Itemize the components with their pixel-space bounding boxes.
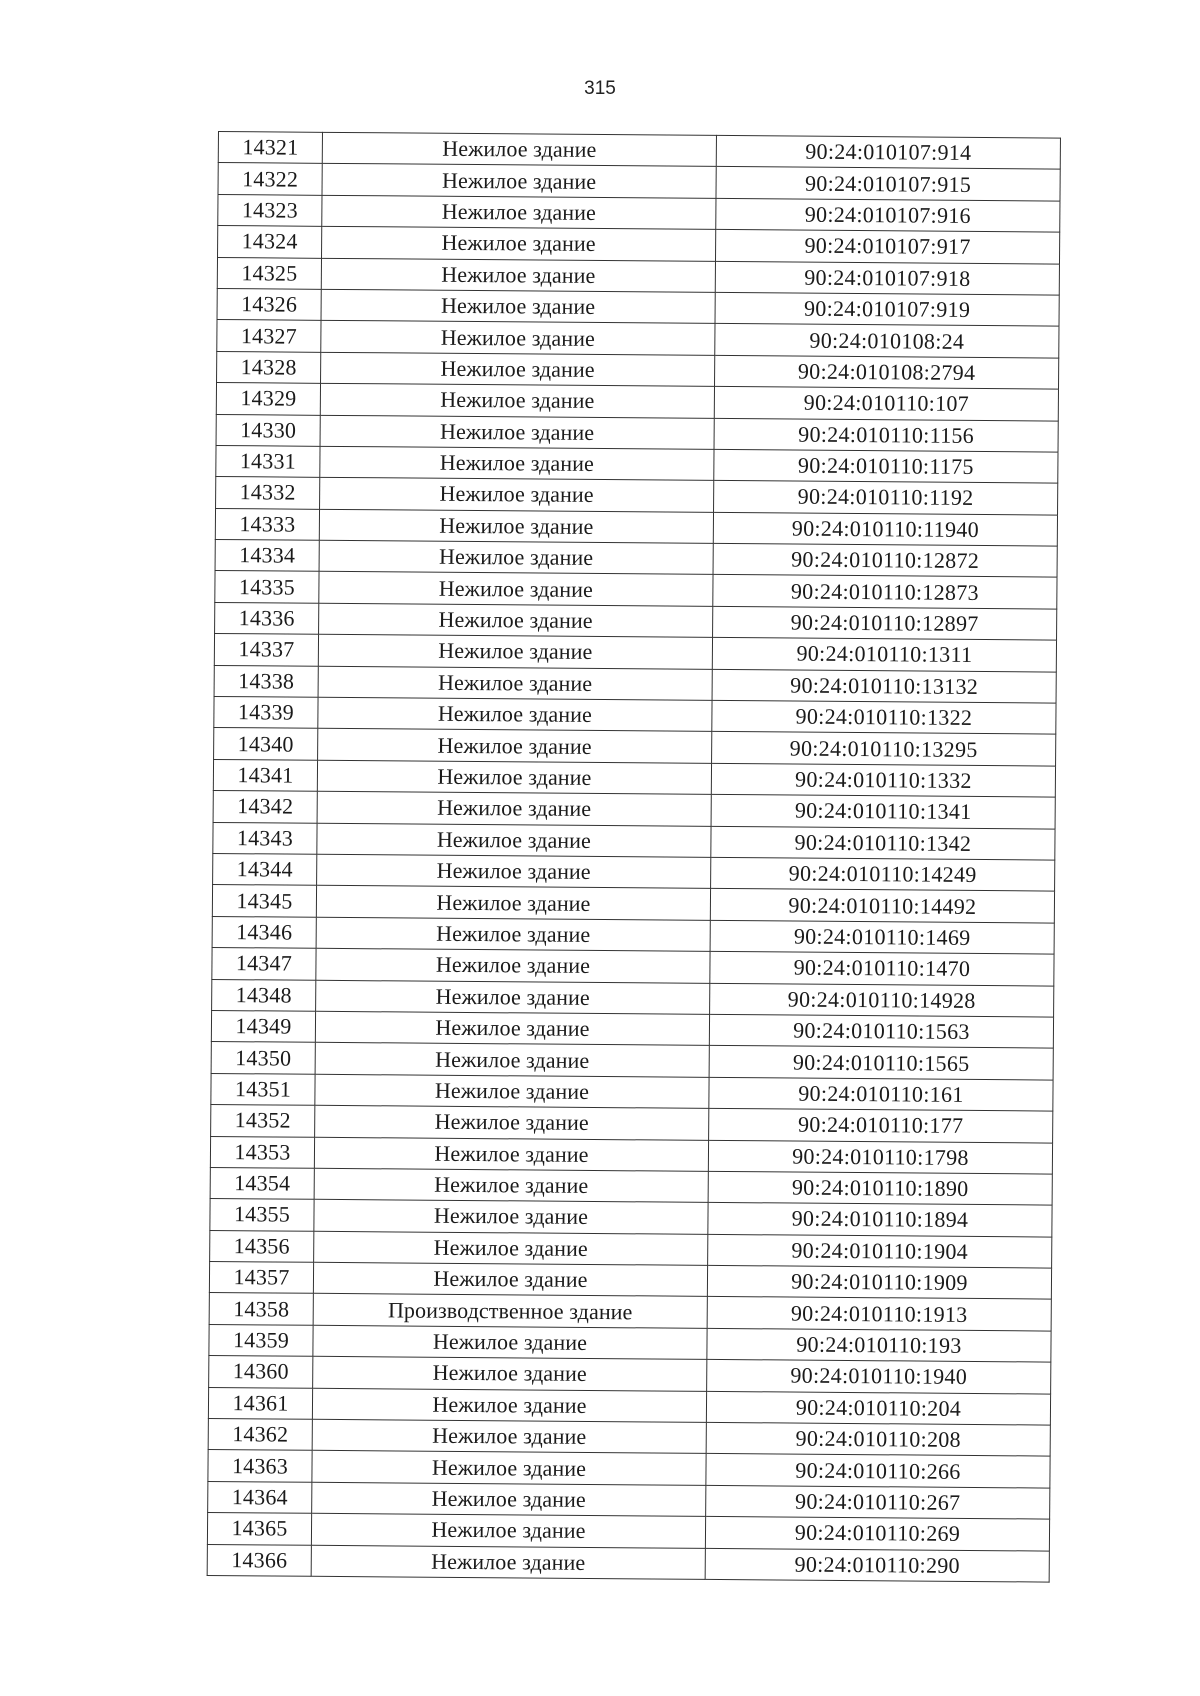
row-number-cell: 14354 bbox=[210, 1167, 314, 1199]
cadastral-number-cell: 90:24:010110:193 bbox=[707, 1328, 1051, 1362]
object-type-cell: Нежилое здание bbox=[319, 540, 713, 574]
cadastral-number-cell: 90:24:010110:1192 bbox=[714, 481, 1058, 515]
row-number-cell: 14351 bbox=[211, 1073, 315, 1105]
cadastral-number-cell: 90:24:010110:13132 bbox=[712, 669, 1056, 703]
row-number-cell: 14359 bbox=[209, 1324, 313, 1356]
registry-table-body bbox=[207, 132, 1060, 1583]
object-type-cell: Нежилое здание bbox=[322, 226, 716, 260]
object-type-cell: Нежилое здание bbox=[320, 383, 714, 417]
row-number-cell: 14353 bbox=[210, 1136, 314, 1168]
row-number-cell: 14365 bbox=[207, 1513, 311, 1545]
cadastral-number-cell: 90:24:010107:918 bbox=[715, 261, 1059, 295]
row-number-cell: 14321 bbox=[218, 132, 322, 164]
object-type-cell: Нежилое здание bbox=[311, 1545, 705, 1579]
object-type-cell: Нежилое здание bbox=[316, 948, 710, 982]
row-number-cell: 14324 bbox=[218, 226, 322, 258]
row-number-cell: 14330 bbox=[216, 414, 320, 446]
row-number-cell: 14328 bbox=[217, 351, 321, 383]
cadastral-number-cell: 90:24:010110:1909 bbox=[707, 1265, 1051, 1299]
row-number-cell: 14348 bbox=[212, 979, 316, 1011]
row-number-cell: 14343 bbox=[213, 822, 317, 854]
object-type-cell: Нежилое здание bbox=[315, 1011, 709, 1045]
row-number-cell: 14323 bbox=[218, 194, 322, 226]
object-type-cell: Нежилое здание bbox=[322, 195, 716, 229]
row-number-cell: 14357 bbox=[209, 1262, 313, 1294]
object-type-cell: Нежилое здание bbox=[315, 1043, 709, 1077]
cadastral-number-cell: 90:24:010107:914 bbox=[716, 135, 1060, 169]
object-type-cell: Нежилое здание bbox=[316, 917, 710, 951]
row-number-cell: 14329 bbox=[216, 383, 320, 415]
object-type-cell: Производственное здание bbox=[313, 1294, 707, 1328]
cadastral-number-cell: 90:24:010110:12872 bbox=[713, 543, 1057, 577]
row-number-cell: 14327 bbox=[217, 320, 321, 352]
cadastral-number-cell: 90:24:010110:1311 bbox=[712, 638, 1056, 672]
cadastral-number-cell: 90:24:010110:11940 bbox=[713, 512, 1057, 546]
cadastral-number-cell: 90:24:010110:1798 bbox=[708, 1140, 1052, 1174]
object-type-cell: Нежилое здание bbox=[319, 572, 713, 606]
cadastral-number-cell: 90:24:010110:208 bbox=[706, 1422, 1050, 1456]
object-type-cell: Нежилое здание bbox=[322, 164, 716, 198]
row-number-cell: 14366 bbox=[207, 1544, 311, 1576]
row-number-cell: 14325 bbox=[217, 257, 321, 289]
cadastral-number-cell: 90:24:010107:916 bbox=[716, 198, 1060, 232]
object-type-cell: Нежилое здание bbox=[313, 1357, 707, 1391]
row-number-cell: 14352 bbox=[211, 1105, 315, 1137]
cadastral-number-cell: 90:24:010110:1470 bbox=[710, 952, 1054, 986]
row-number-cell: 14355 bbox=[210, 1199, 314, 1231]
object-type-cell: Нежилое здание bbox=[319, 603, 713, 637]
row-number-cell: 14339 bbox=[214, 697, 318, 729]
object-type-cell: Нежилое здание bbox=[314, 1137, 708, 1171]
object-type-cell: Нежилое здание bbox=[311, 1513, 705, 1547]
object-type-cell: Нежилое здание bbox=[320, 415, 714, 449]
row-number-cell: 14322 bbox=[218, 163, 322, 195]
row-number-cell: 14344 bbox=[213, 853, 317, 885]
cadastral-number-cell: 90:24:010110:1940 bbox=[707, 1360, 1051, 1394]
row-number-cell: 14337 bbox=[214, 634, 318, 666]
object-type-cell: Нежилое здание bbox=[318, 635, 712, 669]
object-type-cell: Нежилое здание bbox=[314, 1168, 708, 1202]
object-type-cell: Нежилое здание bbox=[316, 980, 710, 1014]
cadastral-number-cell: 90:24:010110:13295 bbox=[712, 732, 1056, 766]
cadastral-number-cell: 90:24:010110:1322 bbox=[712, 700, 1056, 734]
registry-table bbox=[207, 131, 1061, 1583]
row-number-cell: 14335 bbox=[215, 571, 319, 603]
cadastral-number-cell: 90:24:010107:919 bbox=[715, 292, 1059, 326]
row-number-cell: 14349 bbox=[211, 1010, 315, 1042]
cadastral-number-cell: 90:24:010110:177 bbox=[709, 1108, 1053, 1142]
row-number-cell: 14364 bbox=[208, 1481, 312, 1513]
object-type-cell: Нежилое здание bbox=[318, 729, 712, 763]
object-type-cell: Нежилое здание bbox=[313, 1262, 707, 1296]
row-number-cell: 14334 bbox=[215, 540, 319, 572]
cadastral-number-cell: 90:24:010110:14249 bbox=[711, 857, 1055, 891]
cadastral-number-cell: 90:24:010110:12873 bbox=[713, 575, 1057, 609]
object-type-cell: Нежилое здание bbox=[314, 1200, 708, 1234]
object-type-cell: Нежилое здание bbox=[318, 697, 712, 731]
row-number-cell: 14358 bbox=[209, 1293, 313, 1325]
cadastral-number-cell: 90:24:010107:917 bbox=[715, 230, 1059, 264]
cadastral-number-cell: 90:24:010110:290 bbox=[705, 1548, 1049, 1582]
cadastral-number-cell: 90:24:010110:1565 bbox=[709, 1046, 1053, 1080]
object-type-cell: Нежилое здание bbox=[312, 1419, 706, 1453]
object-type-cell: Нежилое здание bbox=[312, 1451, 706, 1485]
cadastral-number-cell: 90:24:010110:1894 bbox=[708, 1203, 1052, 1237]
cadastral-number-cell: 90:24:010110:1342 bbox=[711, 826, 1055, 860]
row-number-cell: 14331 bbox=[216, 445, 320, 477]
object-type-cell: Нежилое здание bbox=[321, 289, 715, 323]
object-type-cell: Нежилое здание bbox=[317, 792, 711, 826]
row-number-cell: 14340 bbox=[214, 728, 318, 760]
row-number-cell: 14347 bbox=[212, 948, 316, 980]
object-type-cell: Нежилое здание bbox=[315, 1105, 709, 1139]
object-type-cell: Нежилое здание bbox=[315, 1074, 709, 1108]
cadastral-number-cell: 90:24:010110:161 bbox=[709, 1077, 1053, 1111]
cadastral-number-cell: 90:24:010110:107 bbox=[714, 387, 1058, 421]
cadastral-number-cell: 90:24:010108:2794 bbox=[715, 355, 1059, 389]
row-number-cell: 14341 bbox=[213, 759, 317, 791]
row-number-cell: 14361 bbox=[208, 1387, 312, 1419]
page-number: 315 bbox=[584, 78, 616, 99]
row-number-cell: 14338 bbox=[214, 665, 318, 697]
cadastral-number-cell: 90:24:010110:204 bbox=[706, 1391, 1050, 1425]
object-type-cell: Нежилое здание bbox=[318, 666, 712, 700]
row-number-cell: 14333 bbox=[215, 508, 319, 540]
cadastral-number-cell: 90:24:010110:1469 bbox=[710, 920, 1054, 954]
cadastral-number-cell: 90:24:010110:1175 bbox=[714, 449, 1058, 483]
row-number-cell: 14360 bbox=[209, 1356, 313, 1388]
row-number-cell: 14342 bbox=[213, 791, 317, 823]
row-number-cell: 14350 bbox=[211, 1042, 315, 1074]
cadastral-number-cell: 90:24:010110:1156 bbox=[714, 418, 1058, 452]
object-type-cell: Нежилое здание bbox=[322, 132, 716, 166]
row-number-cell: 14326 bbox=[217, 288, 321, 320]
row-number-cell: 14363 bbox=[208, 1450, 312, 1482]
object-type-cell: Нежилое здание bbox=[320, 446, 714, 480]
cadastral-number-cell: 90:24:010110:1341 bbox=[711, 795, 1055, 829]
object-type-cell: Нежилое здание bbox=[312, 1482, 706, 1516]
cadastral-number-cell: 90:24:010110:266 bbox=[706, 1454, 1050, 1488]
object-type-cell: Нежилое здание bbox=[321, 352, 715, 386]
object-type-cell: Нежилое здание bbox=[321, 321, 715, 355]
object-type-cell: Нежилое здание bbox=[320, 478, 714, 512]
cadastral-number-cell: 90:24:010110:14492 bbox=[710, 889, 1054, 923]
object-type-cell: Нежилое здание bbox=[316, 886, 710, 920]
cadastral-number-cell: 90:24:010110:1890 bbox=[708, 1171, 1052, 1205]
cadastral-number-cell: 90:24:010107:915 bbox=[716, 167, 1060, 201]
cadastral-number-cell: 90:24:010108:24 bbox=[715, 324, 1059, 358]
object-type-cell: Нежилое здание bbox=[321, 258, 715, 292]
cadastral-number-cell: 90:24:010110:14928 bbox=[710, 983, 1054, 1017]
row-number-cell: 14356 bbox=[210, 1230, 314, 1262]
row-number-cell: 14345 bbox=[212, 885, 316, 917]
cadastral-number-cell: 90:24:010110:269 bbox=[705, 1517, 1049, 1551]
cadastral-number-cell: 90:24:010110:1913 bbox=[707, 1297, 1051, 1331]
cadastral-number-cell: 90:24:010110:12897 bbox=[713, 606, 1057, 640]
object-type-cell: Нежилое здание bbox=[314, 1231, 708, 1265]
row-number-cell: 14346 bbox=[212, 916, 316, 948]
cadastral-number-cell: 90:24:010110:1563 bbox=[709, 1014, 1053, 1048]
object-type-cell: Нежилое здание bbox=[317, 760, 711, 794]
object-type-cell: Нежилое здание bbox=[313, 1325, 707, 1359]
object-type-cell: Нежилое здание bbox=[319, 509, 713, 543]
row-number-cell: 14332 bbox=[216, 477, 320, 509]
table-row bbox=[207, 1544, 1049, 1582]
object-type-cell: Нежилое здание bbox=[312, 1388, 706, 1422]
cadastral-number-cell: 90:24:010110:267 bbox=[706, 1485, 1050, 1519]
row-number-cell: 14362 bbox=[208, 1418, 312, 1450]
row-number-cell: 14336 bbox=[215, 602, 319, 634]
object-type-cell: Нежилое здание bbox=[317, 823, 711, 857]
object-type-cell: Нежилое здание bbox=[317, 854, 711, 888]
cadastral-number-cell: 90:24:010110:1332 bbox=[711, 763, 1055, 797]
cadastral-number-cell: 90:24:010110:1904 bbox=[708, 1234, 1052, 1268]
